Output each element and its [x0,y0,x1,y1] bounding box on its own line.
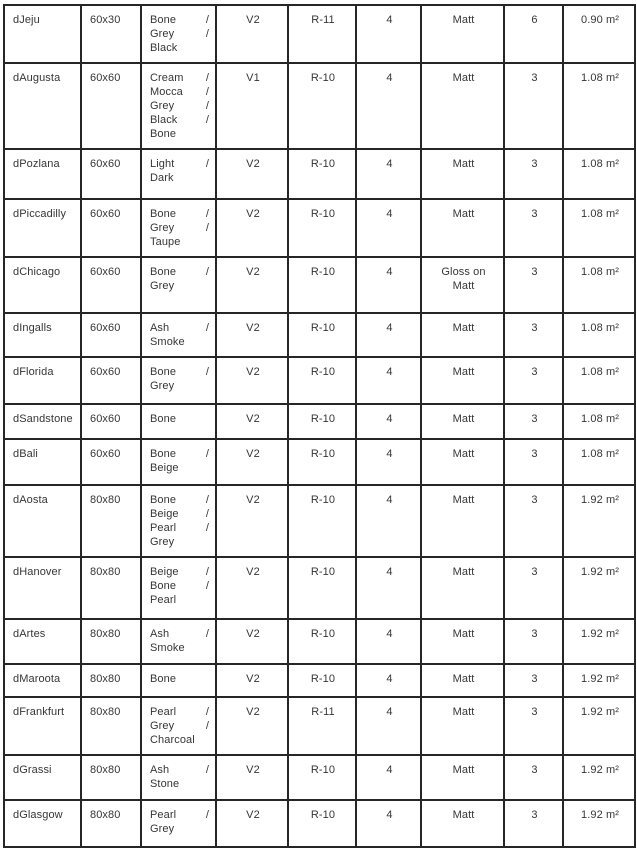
cell-slip-rating: R-10 [288,619,356,664]
color-separator: / [205,114,209,126]
cell-slip-rating: R-10 [288,63,356,149]
color-name: Stone [150,778,180,790]
cell-slip-rating: R-10 [288,800,356,847]
cell-product-name: dAosta [4,485,81,557]
cell-shade-variation: V2 [216,5,288,63]
cell-area: 1.08 m² [563,313,635,357]
color-line [150,171,209,185]
cell-colors [141,697,216,755]
cell-shade-variation: V2 [216,619,288,664]
cell-grade: 4 [356,619,421,664]
cell-pieces-per-box: 3 [504,485,563,557]
cell-slip-rating: R-10 [288,439,356,485]
table-row [4,800,635,847]
cell-colors [141,800,216,847]
color-line [150,27,209,41]
cell-size: 80x80 [81,664,141,697]
color-line [150,127,209,141]
cell-shade-variation: V2 [216,149,288,199]
cell-colors [141,619,216,664]
color-line [150,85,209,99]
color-name: Bone [150,494,177,506]
cell-pieces-per-box: 3 [504,357,563,404]
color-name: Taupe [150,236,181,248]
cell-shade-variation: V2 [216,755,288,800]
table-row [4,439,635,485]
color-separator: / [205,158,209,170]
cell-grade: 4 [356,313,421,357]
color-line [150,447,209,461]
color-name: Ash [150,764,170,776]
cell-colors [141,313,216,357]
cell-size: 60x30 [81,5,141,63]
color-name: Pearl [150,809,177,821]
cell-size: 60x60 [81,313,141,357]
color-name: Mocca [150,86,183,98]
color-line [150,627,209,641]
color-name: Grey [150,380,175,392]
cell-area: 1.92 m² [563,557,635,619]
color-line [150,822,209,836]
cell-size: 60x60 [81,199,141,257]
color-separator: / [205,706,209,718]
color-name: Grey [150,28,175,40]
cell-slip-rating: R-10 [288,664,356,697]
table-row [4,485,635,557]
color-line [150,99,209,113]
color-name: Light [150,158,175,170]
color-separator: / [205,322,209,334]
color-line [150,335,209,349]
color-line [150,221,209,235]
color-line [150,705,209,719]
cell-size: 80x80 [81,697,141,755]
cell-area: 1.08 m² [563,439,635,485]
color-name: Pearl [150,706,177,718]
cell-grade: 4 [356,664,421,697]
cell-size: 60x60 [81,63,141,149]
cell-colors [141,557,216,619]
cell-shade-variation: V2 [216,697,288,755]
table-row [4,313,635,357]
color-separator: / [205,628,209,640]
table-row [4,199,635,257]
color-name: Beige [150,508,179,520]
cell-pieces-per-box: 3 [504,664,563,697]
table-row [4,357,635,404]
cell-product-name: dPiccadilly [4,199,81,257]
cell-finish: Matt [421,557,504,619]
cell-pieces-per-box: 3 [504,257,563,313]
cell-colors [141,257,216,313]
color-name: Grey [150,222,175,234]
cell-size: 60x60 [81,439,141,485]
cell-slip-rating: R-10 [288,485,356,557]
cell-grade: 4 [356,557,421,619]
cell-size: 80x80 [81,485,141,557]
cell-product-name: dMaroota [4,664,81,697]
cell-finish: Matt [421,357,504,404]
cell-area: 1.08 m² [563,257,635,313]
color-separator: / [205,222,209,234]
cell-size: 80x80 [81,755,141,800]
color-line [150,113,209,127]
color-name: Bone [150,413,177,425]
color-line [150,719,209,733]
cell-pieces-per-box: 3 [504,199,563,257]
cell-shade-variation: V2 [216,257,288,313]
cell-shade-variation: V2 [216,485,288,557]
color-line [150,157,209,171]
color-name: Cream [150,72,184,84]
color-name: Ash [150,628,170,640]
color-line [150,321,209,335]
color-name: Black [150,114,178,126]
cell-slip-rating: R-10 [288,313,356,357]
color-name: Grey [150,280,175,292]
cell-grade: 4 [356,755,421,800]
cell-pieces-per-box: 3 [504,755,563,800]
cell-product-name: dJeju [4,5,81,63]
color-name: Dark [150,172,174,184]
color-name: Smoke [150,642,185,654]
cell-product-name: dIngalls [4,313,81,357]
color-line [150,593,209,607]
color-line [150,461,209,475]
color-name: Bone [150,673,177,685]
color-separator: / [205,580,209,592]
color-separator: / [205,72,209,84]
color-name: Bone [150,208,177,220]
color-name: Bone [150,580,177,592]
cell-colors [141,664,216,697]
cell-colors [141,5,216,63]
cell-pieces-per-box: 3 [504,63,563,149]
color-separator: / [205,809,209,821]
color-name: Grey [150,100,175,112]
cell-finish: Matt [421,755,504,800]
cell-slip-rating: R-10 [288,257,356,313]
cell-product-name: dChicago [4,257,81,313]
cell-finish: Matt [421,664,504,697]
table-row [4,63,635,149]
cell-colors [141,149,216,199]
cell-grade: 4 [356,697,421,755]
cell-area: 1.08 m² [563,404,635,439]
color-name: Bone [150,448,177,460]
color-separator: / [205,100,209,112]
cell-slip-rating: R-10 [288,404,356,439]
cell-product-name: dArtes [4,619,81,664]
color-line [150,207,209,221]
cell-finish: Matt [421,199,504,257]
color-name: Black [150,42,178,54]
table-row [4,5,635,63]
cell-pieces-per-box: 3 [504,619,563,664]
color-separator: / [205,508,209,520]
color-name: Grey [150,536,175,548]
color-separator: / [205,764,209,776]
table-row [4,404,635,439]
color-line [150,379,209,393]
color-line [150,279,209,293]
cell-area: 1.08 m² [563,149,635,199]
cell-product-name: dFrankfurt [4,697,81,755]
cell-colors [141,485,216,557]
cell-area: 0.90 m² [563,5,635,63]
color-line [150,493,209,507]
cell-colors [141,63,216,149]
table-row [4,664,635,697]
cell-colors [141,199,216,257]
color-separator: / [205,720,209,732]
table-row [4,557,635,619]
cell-size: 60x60 [81,404,141,439]
table-row [4,755,635,800]
color-separator: / [205,448,209,460]
color-separator: / [205,14,209,26]
cell-grade: 4 [356,199,421,257]
color-line [150,235,209,249]
cell-shade-variation: V2 [216,439,288,485]
color-line [150,579,209,593]
cell-shade-variation: V2 [216,557,288,619]
cell-size: 80x80 [81,557,141,619]
cell-finish: Matt [421,697,504,755]
cell-slip-rating: R-11 [288,5,356,63]
table-row [4,257,635,313]
cell-finish: Gloss on Matt [421,257,504,313]
color-name: Bone [150,14,177,26]
color-line [150,535,209,549]
color-line [150,641,209,655]
cell-colors [141,755,216,800]
cell-pieces-per-box: 3 [504,697,563,755]
cell-finish: Matt [421,404,504,439]
cell-product-name: dAugusta [4,63,81,149]
cell-shade-variation: V2 [216,404,288,439]
cell-slip-rating: R-10 [288,149,356,199]
cell-pieces-per-box: 3 [504,800,563,847]
cell-pieces-per-box: 6 [504,5,563,63]
cell-finish: Matt [421,313,504,357]
table-row [4,149,635,199]
cell-grade: 4 [356,800,421,847]
color-separator: / [205,208,209,220]
cell-grade: 4 [356,5,421,63]
table-body [4,5,635,847]
color-separator: / [205,494,209,506]
cell-slip-rating: R-10 [288,199,356,257]
cell-product-name: dGrassi [4,755,81,800]
cell-finish: Matt [421,485,504,557]
cell-size: 60x60 [81,357,141,404]
cell-area: 1.92 m² [563,485,635,557]
cell-finish: Matt [421,63,504,149]
cell-product-name: dPozlana [4,149,81,199]
color-separator: / [205,86,209,98]
cell-slip-rating: R-11 [288,697,356,755]
color-line [150,521,209,535]
color-line [150,412,209,426]
cell-product-name: dSandstone [4,404,81,439]
cell-pieces-per-box: 3 [504,557,563,619]
cell-colors [141,357,216,404]
cell-grade: 4 [356,257,421,313]
color-name: Ash [150,322,170,334]
cell-colors [141,404,216,439]
cell-product-name: dFlorida [4,357,81,404]
cell-finish: Matt [421,800,504,847]
cell-area: 1.92 m² [563,800,635,847]
color-line [150,265,209,279]
cell-product-name: dGlasgow [4,800,81,847]
tile-spec-table [3,4,636,848]
color-line [150,41,209,55]
color-line [150,71,209,85]
table-row [4,619,635,664]
cell-pieces-per-box: 3 [504,149,563,199]
color-name: Pearl [150,594,177,606]
color-line [150,672,209,686]
cell-slip-rating: R-10 [288,557,356,619]
cell-size: 80x80 [81,619,141,664]
cell-pieces-per-box: 3 [504,404,563,439]
color-name: Bone [150,266,177,278]
cell-area: 1.92 m² [563,619,635,664]
color-name: Bone [150,366,177,378]
color-name: Pearl [150,522,177,534]
cell-grade: 4 [356,149,421,199]
cell-area: 1.08 m² [563,63,635,149]
cell-finish: Matt [421,439,504,485]
cell-shade-variation: V2 [216,800,288,847]
cell-pieces-per-box: 3 [504,439,563,485]
color-name: Grey [150,720,175,732]
color-line [150,733,209,747]
color-name: Bone [150,128,177,140]
color-line [150,507,209,521]
cell-grade: 4 [356,357,421,404]
cell-product-name: dBali [4,439,81,485]
color-separator: / [205,28,209,40]
cell-area: 1.92 m² [563,755,635,800]
color-line [150,13,209,27]
color-name: Smoke [150,336,185,348]
cell-finish: Matt [421,619,504,664]
cell-shade-variation: V2 [216,199,288,257]
cell-shade-variation: V1 [216,63,288,149]
cell-pieces-per-box: 3 [504,313,563,357]
color-separator: / [205,266,209,278]
cell-shade-variation: V2 [216,313,288,357]
cell-size: 60x60 [81,257,141,313]
color-line [150,808,209,822]
color-line [150,365,209,379]
color-separator: / [205,566,209,578]
cell-finish: Matt [421,5,504,63]
color-name: Beige [150,566,179,578]
cell-slip-rating: R-10 [288,357,356,404]
cell-slip-rating: R-10 [288,755,356,800]
cell-grade: 4 [356,404,421,439]
cell-finish: Matt [421,149,504,199]
color-line [150,763,209,777]
cell-product-name: dHanover [4,557,81,619]
table-row [4,697,635,755]
cell-shade-variation: V2 [216,357,288,404]
color-line [150,777,209,791]
cell-area: 1.92 m² [563,697,635,755]
cell-grade: 4 [356,63,421,149]
cell-grade: 4 [356,439,421,485]
cell-area: 1.08 m² [563,199,635,257]
cell-area: 1.92 m² [563,664,635,697]
cell-size: 60x60 [81,149,141,199]
color-separator: / [205,366,209,378]
color-separator: / [205,522,209,534]
cell-grade: 4 [356,485,421,557]
color-line [150,565,209,579]
cell-size: 80x80 [81,800,141,847]
color-name: Beige [150,462,179,474]
cell-area: 1.08 m² [563,357,635,404]
color-name: Grey [150,823,175,835]
color-name: Charcoal [150,734,195,746]
cell-shade-variation: V2 [216,664,288,697]
cell-colors [141,439,216,485]
